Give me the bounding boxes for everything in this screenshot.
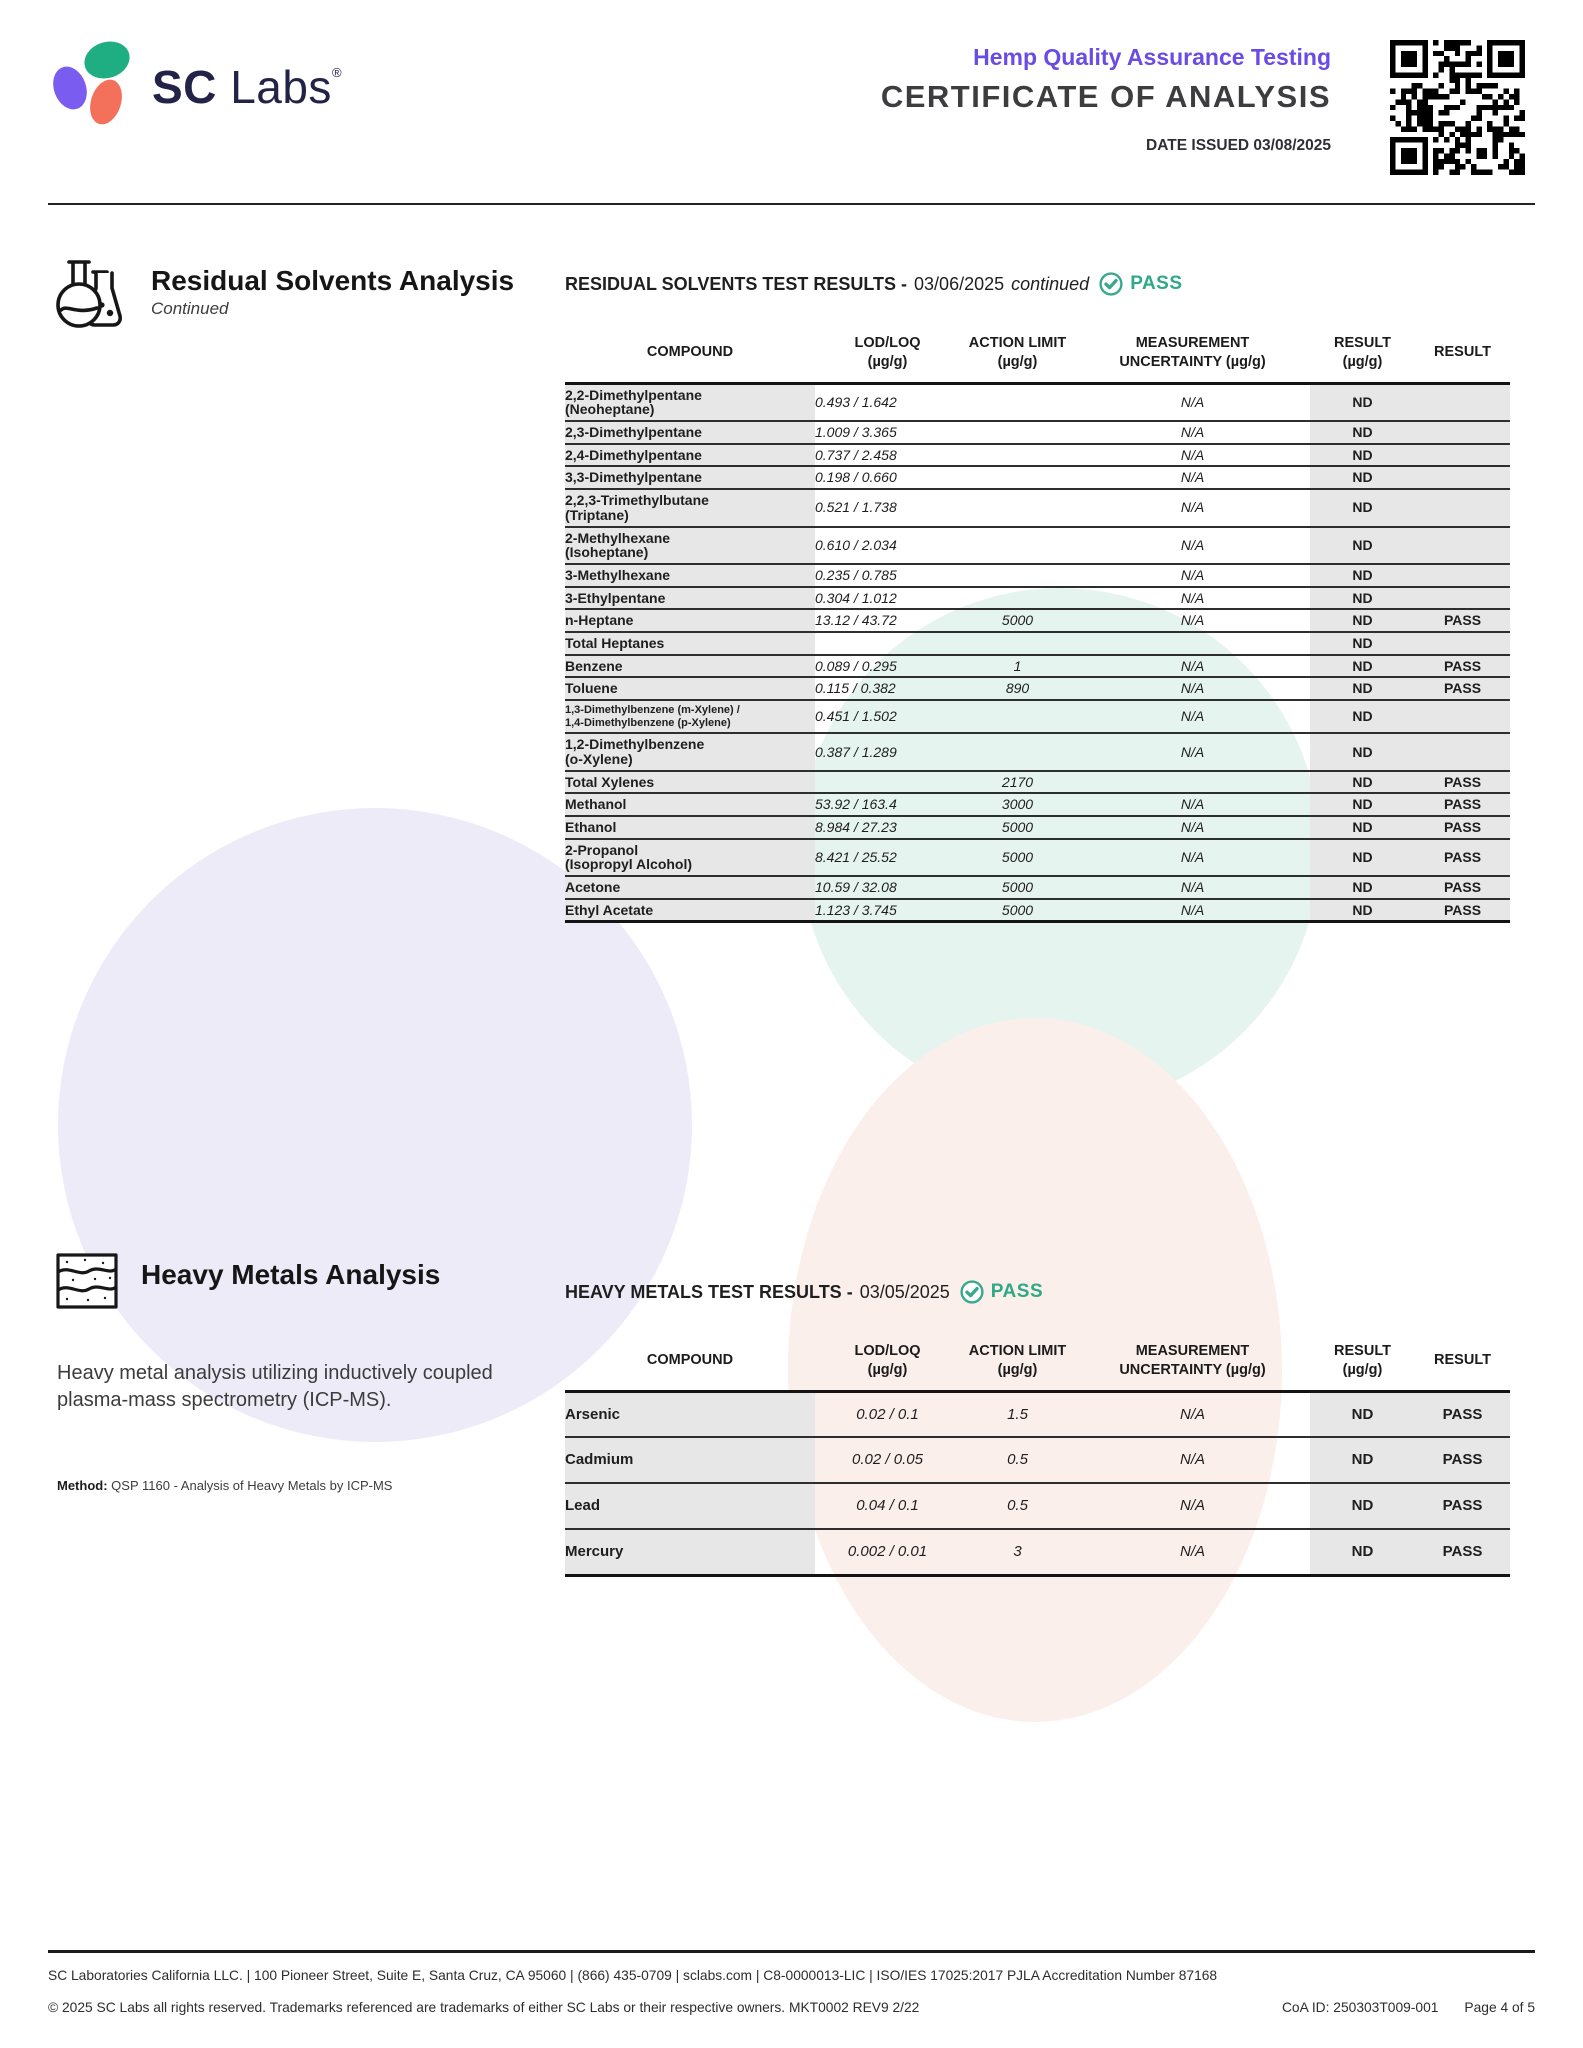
action-limit-cell: 5000 xyxy=(1001,901,1034,918)
sc-labs-logo-mark-icon xyxy=(50,38,136,135)
col-result: RESULT xyxy=(1434,1352,1491,1369)
flasks-icon xyxy=(55,258,129,343)
col-result-value: RESULT (µg/g) xyxy=(1334,1343,1391,1378)
compound-cell: 1,3-Dimethylbenzene (m-Xylene) / 1,4-Dimethylbenzene (p-Xylene) xyxy=(565,700,815,733)
uncertainty-cell xyxy=(1075,632,1310,655)
lod-loq-cell: 0.04 / 0.1 xyxy=(856,1497,919,1515)
col-action-limit: ACTION LIMIT (µg/g) xyxy=(968,335,1067,370)
col-lod-loq: LOD/LOQ (µg/g) xyxy=(854,335,921,370)
result-value-cell: ND xyxy=(1310,876,1415,899)
lod-loq-cell: 0.02 / 0.05 xyxy=(852,1451,923,1469)
table-row xyxy=(565,527,1510,564)
footer-divider xyxy=(48,1950,1535,1953)
col-result: RESULT xyxy=(1434,344,1491,361)
coa-id: CoA ID: 250303T009-001 xyxy=(1281,2000,1439,2015)
table-row xyxy=(565,1529,1510,1575)
result-status-cell: PASS xyxy=(1415,793,1510,816)
uncertainty-cell: N/A xyxy=(1179,1497,1205,1515)
uncertainty-cell: N/A xyxy=(1180,879,1205,896)
date-issued: DATE ISSUED 03/08/2025 xyxy=(1146,137,1331,154)
lod-loq-cell: 0.610 / 2.034 xyxy=(815,536,897,553)
table-row xyxy=(565,1391,1510,1437)
result-value-cell: ND xyxy=(1310,421,1415,444)
uncertainty-cell: N/A xyxy=(1180,536,1205,553)
action-limit-cell xyxy=(960,421,1075,444)
result-status-cell xyxy=(1415,527,1510,564)
action-limit-cell: 5000 xyxy=(1001,612,1034,629)
compound-cell: Lead xyxy=(565,1483,815,1529)
uncertainty-cell: N/A xyxy=(1179,1542,1205,1560)
pass-check-icon xyxy=(960,1280,984,1304)
compound-cell: 2,3-Dimethylpentane xyxy=(565,421,815,444)
table-row xyxy=(565,609,1510,632)
table-row xyxy=(565,655,1510,678)
compound-cell: Methanol xyxy=(565,793,815,816)
lod-loq-cell: 10.59 / 32.08 xyxy=(815,879,897,896)
result-status-cell: PASS xyxy=(1415,677,1510,700)
lod-loq-cell: 0.521 / 1.738 xyxy=(815,499,897,516)
compound-cell: Benzene xyxy=(565,655,815,678)
result-status-cell: PASS xyxy=(1415,899,1510,922)
compound-cell: Ethyl Acetate xyxy=(565,899,815,922)
action-limit-cell: 890 xyxy=(1005,680,1030,697)
solvents-results-title: RESIDUAL SOLVENTS TEST RESULTS - 03/06/2025 continued PASS xyxy=(565,273,1183,294)
result-value-cell: ND xyxy=(1310,771,1415,794)
action-limit-cell: 3000 xyxy=(1001,796,1034,813)
qr-code xyxy=(1390,40,1525,175)
table-row xyxy=(565,587,1510,610)
lod-loq-cell: 0.235 / 0.785 xyxy=(815,566,897,583)
uncertainty-cell: N/A xyxy=(1180,424,1205,441)
compound-cell: Ethanol xyxy=(565,816,815,839)
lod-loq-cell: 0.451 / 1.502 xyxy=(815,708,897,725)
compound-cell: 2,2,3-Trimethylbutane (Triptane) xyxy=(565,489,815,526)
result-value-cell: ND xyxy=(1310,527,1415,564)
result-status-cell xyxy=(1415,632,1510,655)
lod-loq-cell: 0.115 / 0.382 xyxy=(815,680,896,697)
compound-cell: 1,2-Dimethylbenzene (o-Xylene) xyxy=(565,733,815,770)
certificate-title: CERTIFICATE OF ANALYSIS xyxy=(880,79,1331,114)
solvents-table-header xyxy=(565,328,1510,383)
metals-results-table xyxy=(565,1336,1510,1577)
table-row xyxy=(565,466,1510,489)
table-row xyxy=(565,733,1510,770)
header-divider xyxy=(48,203,1535,205)
compound-cell: Cadmium xyxy=(565,1437,815,1483)
result-status-cell xyxy=(1415,421,1510,444)
compound-cell: Arsenic xyxy=(565,1391,815,1437)
action-limit-cell: 1 xyxy=(1013,657,1022,674)
result-status-cell: PASS xyxy=(1415,816,1510,839)
col-result-value: RESULT (µg/g) xyxy=(1334,335,1391,370)
action-limit-cell: 1.5 xyxy=(1007,1405,1028,1423)
lod-loq-cell: 0.02 / 0.1 xyxy=(856,1405,919,1423)
table-row xyxy=(565,1437,1510,1483)
action-limit-cell: 5000 xyxy=(1001,879,1034,896)
result-status-cell: PASS xyxy=(1415,771,1510,794)
result-status-cell: PASS xyxy=(1415,839,1510,876)
program-title: Hemp Quality Assurance Testing xyxy=(973,44,1331,70)
compound-cell: Toluene xyxy=(565,677,815,700)
result-status-cell: PASS xyxy=(1415,655,1510,678)
metals-pass-badge: PASS xyxy=(990,1281,1044,1302)
table-row xyxy=(565,816,1510,839)
lod-loq-cell: 0.387 / 1.289 xyxy=(815,743,897,760)
uncertainty-cell: N/A xyxy=(1180,589,1205,606)
lod-loq-cell: 0.304 / 1.012 xyxy=(815,589,897,606)
table-row xyxy=(565,899,1510,922)
solvents-results-table xyxy=(565,328,1510,923)
table-row xyxy=(565,876,1510,899)
lod-loq-cell: 0.089 / 0.295 xyxy=(815,657,897,674)
table-row xyxy=(565,1483,1510,1529)
action-limit-cell xyxy=(960,383,1075,421)
lod-loq-cell: 1.123 / 3.745 xyxy=(815,901,897,918)
table-row xyxy=(565,632,1510,655)
metals-table-header xyxy=(565,1336,1510,1391)
action-limit-cell xyxy=(960,632,1075,655)
uncertainty-cell: N/A xyxy=(1180,819,1205,836)
uncertainty-cell: N/A xyxy=(1179,1405,1205,1423)
result-value-cell: ND xyxy=(1310,1437,1415,1483)
table-row xyxy=(565,793,1510,816)
compound-cell: 3,3-Dimethylpentane xyxy=(565,466,815,489)
action-limit-cell: 0.5 xyxy=(1007,1497,1028,1515)
compound-cell: 2-Propanol (Isopropyl Alcohol) xyxy=(565,839,815,876)
solvents-section-title: Residual Solvents Analysis xyxy=(151,265,515,296)
lod-loq-cell: 0.198 / 0.660 xyxy=(815,469,897,486)
result-value-cell: ND xyxy=(1310,839,1415,876)
uncertainty-cell: N/A xyxy=(1180,612,1205,629)
lod-loq-cell: 0.002 / 0.01 xyxy=(847,1542,928,1560)
result-value-cell: ND xyxy=(1310,383,1415,421)
action-limit-cell: 2170 xyxy=(1001,773,1034,790)
result-value-cell: ND xyxy=(1310,444,1415,467)
result-value-cell: ND xyxy=(1310,700,1415,733)
result-status-cell xyxy=(1415,587,1510,610)
col-uncertainty: MEASUREMENT UNCERTAINTY (µg/g) xyxy=(1119,1343,1266,1378)
uncertainty-cell: N/A xyxy=(1180,566,1205,583)
uncertainty-cell: N/A xyxy=(1180,849,1205,866)
action-limit-cell: 5000 xyxy=(1001,849,1034,866)
col-compound: COMPOUND xyxy=(646,344,734,361)
page-number: Page 4 of 5 xyxy=(1464,2000,1535,2015)
compound-cell: 2,4-Dimethylpentane xyxy=(565,444,815,467)
action-limit-cell xyxy=(960,587,1075,610)
table-row xyxy=(565,489,1510,526)
lod-loq-cell: 53.92 / 163.4 xyxy=(815,796,897,813)
lod-loq-cell: 8.984 / 27.23 xyxy=(815,819,897,836)
result-value-cell: ND xyxy=(1310,1391,1415,1437)
table-row xyxy=(565,564,1510,587)
metals-section-title: Heavy Metals Analysis xyxy=(141,1259,441,1290)
table-row xyxy=(565,839,1510,876)
result-status-cell: PASS xyxy=(1415,1437,1510,1483)
compound-cell: Total Heptanes xyxy=(565,632,815,655)
uncertainty-cell: N/A xyxy=(1180,901,1205,918)
table-row xyxy=(565,700,1510,733)
col-action-limit: ACTION LIMIT (µg/g) xyxy=(968,1343,1067,1378)
result-status-cell xyxy=(1415,466,1510,489)
uncertainty-cell: N/A xyxy=(1180,708,1205,725)
lod-loq-cell: 8.421 / 25.52 xyxy=(815,849,897,866)
action-limit-cell xyxy=(960,700,1075,733)
compound-cell: 2,2-Dimethylpentane (Neoheptane) xyxy=(565,383,815,421)
result-value-cell: ND xyxy=(1310,466,1415,489)
col-uncertainty: MEASUREMENT UNCERTAINTY (µg/g) xyxy=(1119,335,1266,370)
action-limit-cell: 5000 xyxy=(1001,819,1034,836)
metals-results-title: HEAVY METALS TEST RESULTS - 03/05/2025 PASS xyxy=(565,1281,1044,1302)
sediment-layers-icon xyxy=(55,1252,119,1315)
solvents-pass-badge: PASS xyxy=(1130,273,1183,294)
result-value-cell: ND xyxy=(1310,489,1415,526)
footer-copyright: © 2025 SC Labs all rights reserved. Trademarks referenced are trademarks of either SC Labs or their respective owners. MKT0002 REV9 2/22 xyxy=(48,2000,920,2015)
table-row xyxy=(565,421,1510,444)
uncertainty-cell: N/A xyxy=(1180,680,1205,697)
result-status-cell xyxy=(1415,383,1510,421)
action-limit-cell xyxy=(960,444,1075,467)
uncertainty-cell: N/A xyxy=(1179,1451,1205,1469)
result-status-cell: PASS xyxy=(1415,1529,1510,1575)
result-status-cell xyxy=(1415,564,1510,587)
result-status-cell xyxy=(1415,444,1510,467)
uncertainty-cell: N/A xyxy=(1180,657,1205,674)
action-limit-cell xyxy=(960,527,1075,564)
pass-check-icon xyxy=(1099,272,1123,296)
result-status-cell xyxy=(1415,700,1510,733)
table-row xyxy=(565,771,1510,794)
result-status-cell xyxy=(1415,489,1510,526)
result-status-cell: PASS xyxy=(1415,1483,1510,1529)
result-value-cell: ND xyxy=(1310,1529,1415,1575)
result-value-cell: ND xyxy=(1310,899,1415,922)
uncertainty-cell: N/A xyxy=(1180,743,1205,760)
result-value-cell: ND xyxy=(1310,1483,1415,1529)
compound-cell: 2-Methylhexane (Isoheptane) xyxy=(565,527,815,564)
action-limit-cell xyxy=(960,466,1075,489)
result-value-cell: ND xyxy=(1310,816,1415,839)
col-compound: COMPOUND xyxy=(646,1352,734,1369)
registered-mark: ® xyxy=(331,64,343,80)
lod-loq-cell xyxy=(815,771,960,794)
result-value-cell: ND xyxy=(1310,655,1415,678)
result-status-cell: PASS xyxy=(1415,609,1510,632)
uncertainty-cell: N/A xyxy=(1180,796,1205,813)
compound-cell: Total Xylenes xyxy=(565,771,815,794)
result-status-cell: PASS xyxy=(1415,1391,1510,1437)
table-row xyxy=(565,677,1510,700)
lod-loq-cell: 13.12 / 43.72 xyxy=(815,612,897,629)
result-value-cell: ND xyxy=(1310,733,1415,770)
uncertainty-cell: N/A xyxy=(1180,394,1205,411)
table-row xyxy=(565,444,1510,467)
solvents-section-subtitle: Continued xyxy=(151,299,229,319)
sc-labs-logotype: SC Labs® xyxy=(152,60,343,113)
compound-cell: 3-Ethylpentane xyxy=(565,587,815,610)
result-value-cell: ND xyxy=(1310,564,1415,587)
table-row xyxy=(565,383,1510,421)
action-limit-cell: 0.5 xyxy=(1007,1451,1028,1469)
metals-method: Method: QSP 1160 - Analysis of Heavy Metals by ICP-MS xyxy=(57,1478,393,1493)
compound-cell: Acetone xyxy=(565,876,815,899)
uncertainty-cell: N/A xyxy=(1180,499,1205,516)
result-status-cell: PASS xyxy=(1415,876,1510,899)
action-limit-cell xyxy=(960,733,1075,770)
result-value-cell: ND xyxy=(1310,587,1415,610)
col-lod-loq: LOD/LOQ (µg/g) xyxy=(854,1343,921,1378)
result-value-cell: ND xyxy=(1310,632,1415,655)
result-status-cell xyxy=(1415,733,1510,770)
lod-loq-cell: 0.493 / 1.642 xyxy=(815,394,897,411)
result-value-cell: ND xyxy=(1310,609,1415,632)
footer-lab-info: SC Laboratories California LLC. | 100 Pioneer Street, Suite E, Santa Cruz, CA 95060 | (866) 435-0709 | sclabs.com | C8-0000013-LIC | ISO/IES 17025:2017 PJLA Accreditation Number 87168 xyxy=(48,1968,1218,1983)
sc-labs-logo xyxy=(50,38,342,135)
lod-loq-cell: 0.737 / 2.458 xyxy=(815,446,897,463)
lod-loq-cell: 1.009 / 3.365 xyxy=(815,424,897,441)
compound-cell: n-Heptane xyxy=(565,609,815,632)
metals-description: Heavy metal analysis utilizing inductively coupled plasma-mass spectrometry (ICP-MS). xyxy=(57,1362,493,1411)
result-value-cell: ND xyxy=(1310,793,1415,816)
uncertainty-cell: N/A xyxy=(1180,446,1205,463)
action-limit-cell xyxy=(960,564,1075,587)
uncertainty-cell: N/A xyxy=(1180,469,1205,486)
compound-cell: 3-Methylhexane xyxy=(565,564,815,587)
action-limit-cell xyxy=(960,489,1075,526)
result-value-cell: ND xyxy=(1310,677,1415,700)
compound-cell: Mercury xyxy=(565,1529,815,1575)
lod-loq-cell xyxy=(815,632,960,655)
action-limit-cell: 3 xyxy=(1013,1542,1022,1560)
uncertainty-cell xyxy=(1075,771,1310,794)
